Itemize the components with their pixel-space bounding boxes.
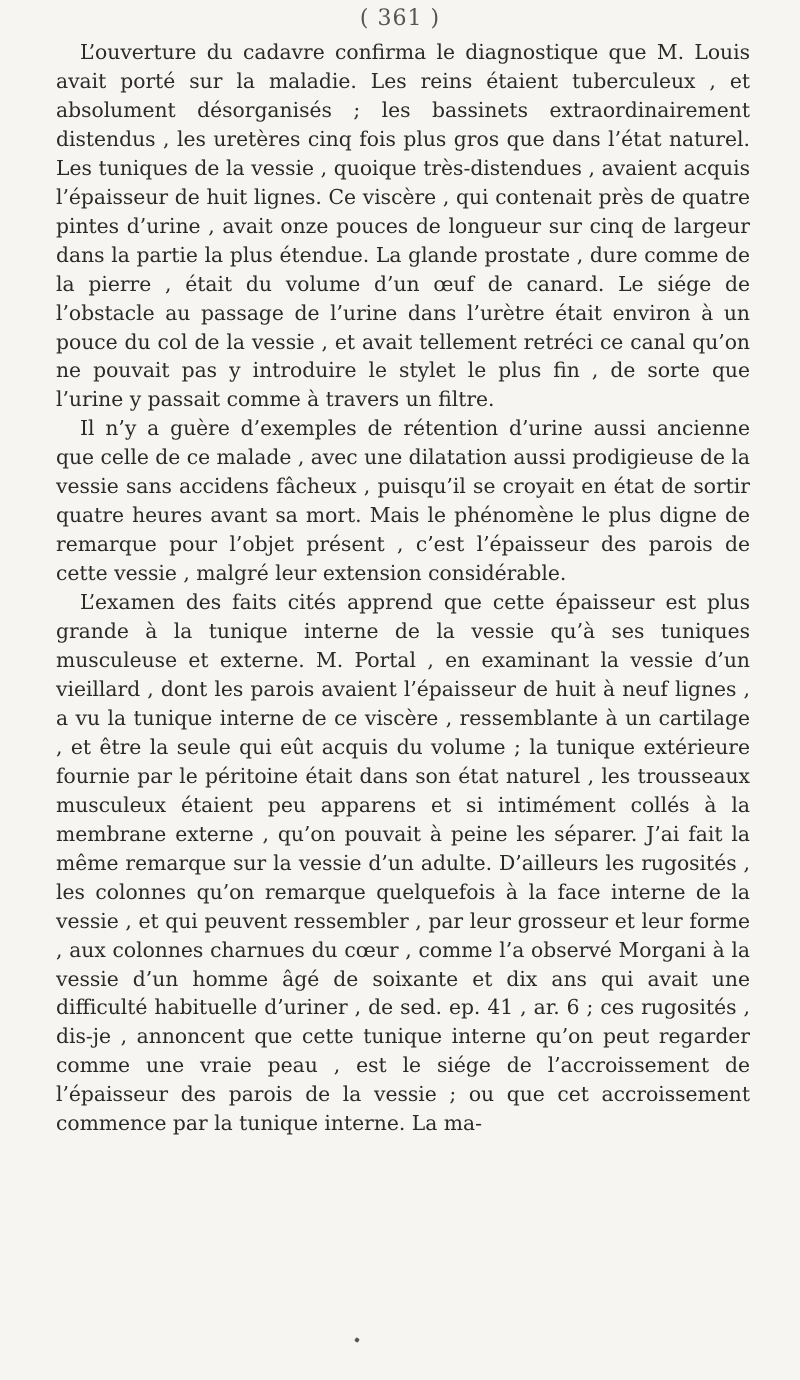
ink-speck [354, 1337, 360, 1343]
body-text [56, 38, 750, 1138]
paragraph-2: Il n’y a guère d’exemples de rétention d’urine aussi ancienne que celle de ce malade , avec une dilatation aussi prodigieuse de la vessie sans accidens fâcheux , puisqu’il se croyait en état de sortir quatre heures avant sa mort. Mais le phénomène le plus digne de remarque pour l’objet présent , c’est l’épaisseur des parois de cette vessie , malgré leur extension considérable. [56, 416, 750, 586]
paragraph-1: L’ouverture du cadavre confirma le diagnostique que M. Louis avait porté sur la maladie. Les reins étaient tuberculeux , et absolument désorganisés ; les bassinets extraordinairement distendus , les uretères cinq fois plus gros que dans l’état naturel. Les tuniques de la vessie , quoique très-distendues , avaient acquis l’épaisseur de huit lignes. Ce viscère , qui contenait près de quatre pintes d’urine , avait onze pouces de longueur sur cinq de largeur dans la partie la plus étendue. La glande prostate , dure comme de la pierre , était du volume d’un œuf de canard. Le siége de l’obstacle au passage de l’urine dans l’urètre était environ à un pouce du col de la vessie , et avait tellement retréci ce canal qu’on ne pouvait pas y introduire le stylet le plus fin , de sorte que l’urine y passait comme à travers un filtre. [56, 40, 750, 412]
paragraph-3: L’examen des faits cités apprend que cette épaisseur est plus grande à la tunique interne de la vessie qu’à ses tuniques musculeuse et externe. M. Portal , en examinant la vessie d’un vieillard , dont les parois avaient l’épaisseur de huit à neuf lignes , a vu la tunique interne de ce viscère , ressemblante à un cartilage , et être la seule qui eût acquis du volume ; la tunique extérieure fournie par le péritoine était dans son état naturel , les trousseaux musculeux étaient peu apparens et si intimément collés à la membrane externe , qu’on pouvait à peine les séparer. J’ai fait la même remarque sur la vessie d’un adulte. D’ailleurs les rugosités , les colonnes qu’on remarque quelquefois à la face interne de la vessie , et qui peuvent ressembler , par leur grosseur et leur forme , aux colonnes charnues du cœur , comme l’a observé Morgani à la vessie d’un homme âgé de soixante et dix ans qui avait une difficulté habituelle d’uriner , de sed. ep. 41 , ar. 6 ; ces rugosités , dis-je , annoncent que cette tunique interne qu’on peut regarder comme une vraie peau , est le siége de l’accroissement de l’épaisseur des parois de la vessie ; ou que cet accroissement commence par la tunique interne. La ma- [56, 590, 750, 1136]
page-number: ( 361 ) [359, 6, 441, 31]
